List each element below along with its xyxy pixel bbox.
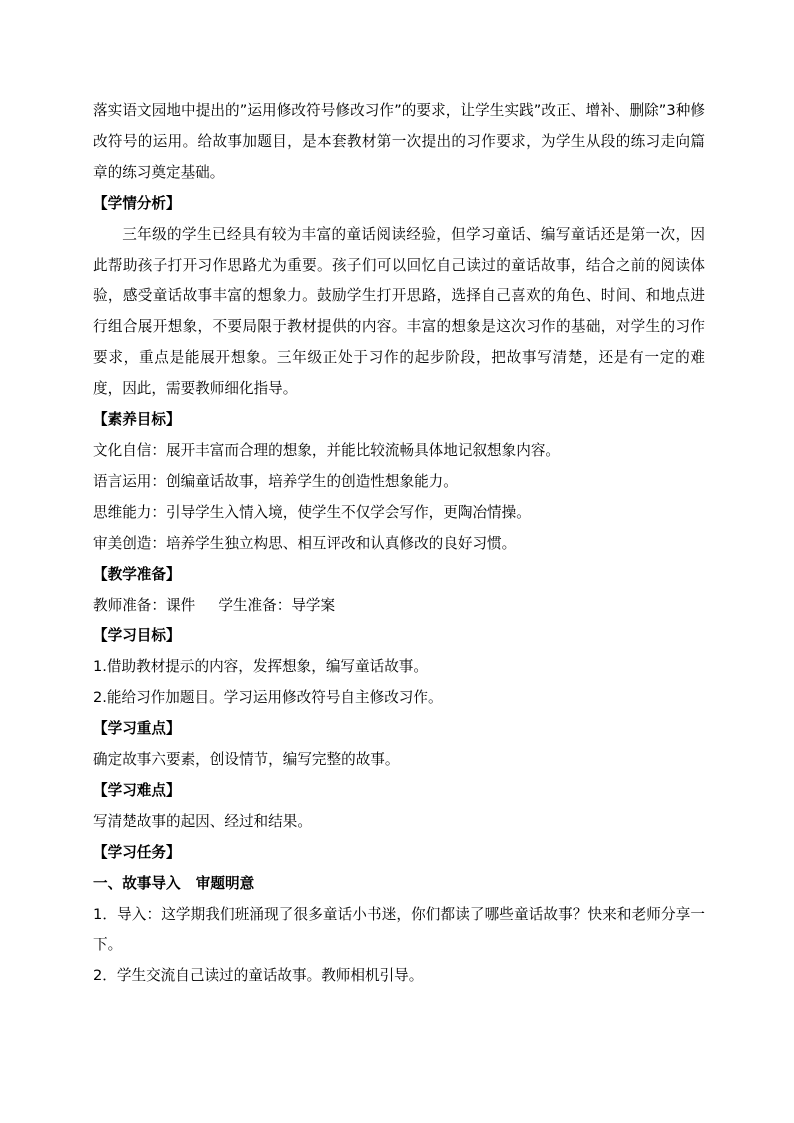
heading-learning-tasks: 【学习任务】: [93, 843, 181, 861]
heading-learner-analysis: 【学情分析】: [93, 194, 181, 212]
document-page: [93, 96, 705, 992]
learner-analysis-paragraph: 三年级的学生已经具有较为丰富的童话阅读经验，但学习童话、编写童话还是第一次，因此帮助孩子打开习作思路尤为重要。孩子们可以回忆自己读过的童话故事，结合之前的阅读体验，感受童话故事丰富的想象力。鼓励学生打开思路，选择自己喜欢的角色、时间、和地点进行组合展开想象，不要局限于教材提供的内容。丰富的想象是这次习作的基础，对学生的习作要求，重点是能展开想象。三年级正处于习作的起步阶段，把故事写清楚，还是有一定的难度，因此，需要教师细化指导。: [93, 225, 705, 398]
intro-paragraph: 落实语文园地中提出的”运用修改符号修改习作”的要求，让学生实践”改正、增补、删除”3种修改符号的运用。给故事加题目，是本套教材第一次提出的习作要求，为学生从段的练习走向篇章的练习奠定基础。: [93, 102, 705, 181]
heading-learning-goals: 【学习目标】: [93, 627, 181, 645]
difficulties-line: 写清楚故事的起因、经过和结果。: [93, 812, 312, 830]
key-points-line: 确定故事六要素，创设情节，编写完整的故事。: [93, 751, 400, 769]
learning-goal-item: 2.能给习作加题目。学习运用修改符号自主修改习作。: [93, 689, 443, 707]
heading-key-points: 【学习重点】: [93, 720, 181, 738]
teaching-prep-line: 教师准备：课件 学生准备：导学案: [93, 596, 336, 614]
task-item: 2．学生交流自己读过的童话故事。教师相机引导。: [93, 967, 424, 985]
literacy-goal-item: 审美创造：培养学生独立构思、相互评改和认真修改的良好习惯。: [93, 534, 517, 552]
learning-goal-item: 1.借助教材提示的内容，发挥想象，编写童话故事。: [93, 658, 428, 676]
literacy-goal-item: 文化自信：展开丰富而合理的想象，并能比较流畅具体地记叙想象内容。: [93, 441, 561, 459]
literacy-goal-item: 思维能力：引导学生入情入境，使学生不仅学会写作，更陶冶情操。: [93, 503, 531, 521]
section-title-story-intro: 一、故事导入 审题明意: [93, 874, 255, 892]
heading-literacy-goals: 【素养目标】: [93, 411, 181, 429]
literacy-goal-item: 语言运用：创编童话故事，培养学生的创造性想象能力。: [93, 472, 458, 490]
heading-teaching-prep: 【教学准备】: [93, 565, 181, 583]
heading-difficulties: 【学习难点】: [93, 781, 181, 799]
task-item: 1．导入：这学期我们班涌现了很多童话小书迷，你们都读了哪些童话故事？快来和老师分享一下。: [93, 905, 705, 954]
